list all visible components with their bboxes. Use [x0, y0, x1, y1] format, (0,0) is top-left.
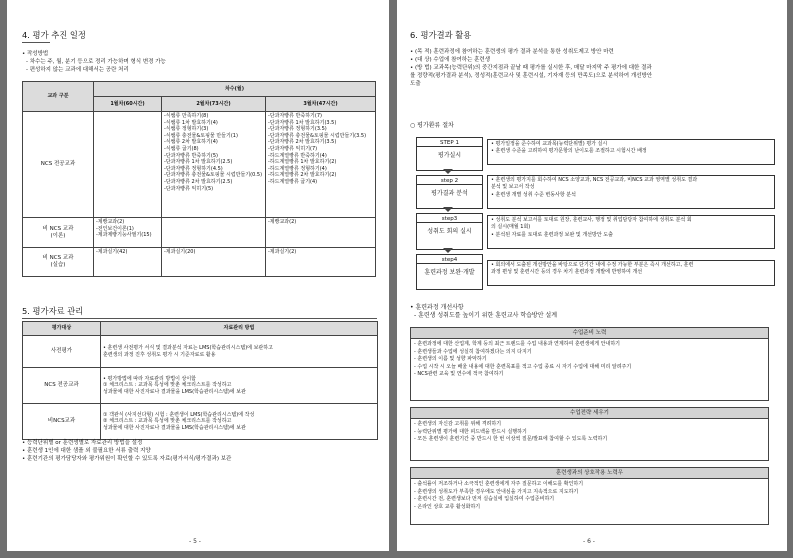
improvement-box [410, 407, 769, 461]
col-method-header: 자료관리 방법 [101, 322, 378, 336]
box-line: - 온라인 상호 교류 활성화하기 [414, 503, 481, 510]
section-5-title: 5. 평가자료 관리 [22, 306, 84, 316]
col-target-header: 평가대상 [23, 322, 101, 336]
desc-line: • 성취도 분석 보고서를 토대로 원장, 훈련교사, 행정 및 취업담당자 참여하에 성취도 분석 회 [491, 217, 692, 223]
cell-line: -식쌤류 정형하기(3) [164, 126, 209, 133]
box-header: 수업전략 세우기 [411, 408, 768, 419]
table-row [23, 368, 378, 404]
cell-line: -단과자빵류 익히기(7) [268, 145, 318, 152]
schedule-table [22, 81, 376, 277]
cell-line: -제과실기(2) [268, 249, 297, 255]
round-cell [94, 112, 162, 218]
cell-line: -식쌤류 1차 발효하기(4) [164, 119, 218, 126]
page-number: - 5 - [189, 538, 201, 545]
cell-line: -하드계열빵류 굽기(4) [268, 178, 318, 185]
arrow-down-icon [443, 207, 453, 212]
cell-line: • 훈련생 사전평가 서식 및 결과분석 자료는 LMS(학습관리시스템)에 보관하고 [103, 344, 273, 351]
purpose-line: • (목 적) 훈련과정에 참여하는 훈련생의 평가 결과 분석을 통한 성취도제고 방안 마련 [410, 49, 614, 55]
box-line: - 훈련생의 자신감 고취를 위해 격려하기 [414, 421, 502, 427]
step-2-desc [487, 175, 775, 209]
section-underline [22, 42, 50, 43]
box-line: - 출석률이 저조하거나 소극적인 훈련생에게 자주 질문하고 이해도를 확인하기 [414, 481, 584, 487]
arrow-down-icon [443, 169, 453, 174]
round-header: 1월차(60시간) [94, 97, 162, 112]
improve-title: • 훈련과정 개선사항 [410, 304, 464, 311]
section-underline [22, 318, 377, 319]
bottom-note: • 능력단위별 or 훈련생별로 자료관리 방법을 설정 [22, 440, 143, 446]
cell-line: -단과자빵류 반죽하기(5) [164, 152, 218, 159]
section-4-title: 4. 평가 추진 일정 [22, 30, 86, 40]
cell-line: -단과자빵류 1차 발효하기(2.5) [164, 159, 233, 166]
desc-line: 분석 및 보고서 작성 [491, 184, 535, 191]
cell-line: -하드계열빵류 2차 발효하기(2) [268, 172, 337, 179]
cell-line: -식쌤류 2차 발효하기(4) [164, 139, 218, 146]
step-1-box [416, 137, 483, 171]
cell-line: 훈련생의 과정 진후 성취도 평가 시 기준자료로 활용 [103, 351, 216, 358]
target-cell: NCS 전공교과 [23, 368, 101, 404]
cell-line: ② 체크리스트 : 교과목 특성에 맞춘 체크리스트를 작성하고 [103, 418, 232, 425]
step-name: 평가결과 분석 [417, 184, 482, 202]
cell-line: -제빵교과(2) [268, 219, 297, 225]
cell-line: -식쌤류 만족하기(8) [164, 113, 209, 119]
cell-line: -단과자빵류 2차 발효하기(3.5) [268, 139, 337, 146]
method-cell [101, 404, 378, 440]
col-subject-header: 교과 구분 [23, 82, 94, 112]
section-6-title: 6. 평가결과 활용 [410, 30, 472, 40]
cell-line: 성과물에 대한 사진자료나 결과물을 LMS(학습관리시스템)에 보관 [103, 388, 246, 395]
step-4-box [416, 254, 483, 290]
cell-line: -하드계열빵류 반죽하기(4) [268, 152, 327, 159]
cell-line: -제과실기(20) [164, 249, 196, 255]
purpose-line: 도출 [410, 81, 421, 87]
bottom-note: • 훈련생 1인에 대한 샘플 외 불필요한 서류 출력 지양 [22, 448, 151, 454]
box-line: - 훈련시간 전, 훈련생보다 먼저 실습실에 입실하여 수업준비하기 [414, 496, 555, 502]
cell-line: -단과자빵류 반죽하기(7) [268, 113, 322, 119]
table-row [23, 336, 378, 368]
step-name: 평가실시 [417, 146, 482, 164]
page-number: - 6 - [583, 538, 595, 545]
desc-line: • 훈련생 개별 성취 수준 변동사항 분석 [491, 191, 576, 198]
desc-line: 과정 편성 및 훈련시간 등의 경우 차기 훈련과정 개발에 반영하여 개선 [491, 269, 643, 276]
step-name: 훈련과정 보완·개발 [417, 263, 482, 283]
box-line: - NCS관련 교육 및 연수에 적극 참여하기 [414, 371, 504, 377]
desc-line: • 평가일정을 준수하여 교과목(능력단위별) 평가 실시 [491, 141, 608, 147]
box-body [411, 339, 768, 381]
box-header: 훈련생과의 상호작용 노력우 [411, 468, 768, 479]
method-line: - 차수는 주, 월, 분기 등으로 정리 가능하며 형식 변경 가능 [26, 59, 166, 65]
cell-line: -하드계열빵류 1차 발효하기(2) [268, 159, 337, 166]
cell-line: -제빵교과(2) [96, 219, 125, 225]
desc-line: • 분석된 자료를 토대로 훈련과정 보완 및 개선방안 도출 [491, 231, 613, 238]
cell-line: -단과자빵류 충전물&토핑물 시럽만들기(3.5) [268, 132, 367, 139]
step-label: step 2 [440, 178, 459, 184]
method-cell [101, 368, 378, 404]
method-cell [101, 336, 378, 368]
cell-line: -전인보건이론(1) [96, 225, 134, 232]
round-header: 2월차(73시간) [162, 97, 266, 112]
cell-line: -하드계열빵류 정형하기(4) [268, 165, 327, 172]
round-cell [266, 112, 376, 218]
document-page-5 [7, 0, 389, 551]
row-label: 비 NCS 교과 (이론) [23, 218, 94, 248]
table-row [23, 218, 376, 248]
box-header: 수업준비 노력 [411, 328, 768, 339]
improve-subtitle: - 훈련생 성취도를 높이기 위한 훈련교사 학습방안 설계 [414, 312, 558, 319]
step-4-desc [487, 260, 775, 286]
cell-line: -단과자빵류 정형하기(3.5) [268, 126, 327, 133]
cell-line: -단과자빵류 충전물&토핑물 시럽만들기(0.5) [164, 172, 263, 179]
cell-line: -식쌤류 충전물&토핑물 만들기(1) [164, 132, 238, 139]
improvement-box [410, 467, 769, 525]
step-label: STEP 1 [440, 140, 459, 146]
cell-line: ① 객관식 (사지선다형) 시험 : 훈련생이 LMS(학습관리시스템)에 작성 [103, 411, 255, 418]
cell-line: -단과자빵류 익히기(5) [164, 185, 214, 192]
round-cell [266, 248, 376, 277]
round-cell [266, 218, 376, 248]
step-3-desc [487, 215, 775, 249]
round-cell [162, 248, 266, 277]
table-row [23, 112, 376, 218]
cell-line: 성과물에 대한 사진자료나 결과물을 LMS(학습관리시스템)에 보관 [103, 424, 246, 431]
round-cell [94, 218, 162, 248]
cell-line: -제과실기(42) [96, 249, 128, 255]
round-header: 3월차(47시간) [266, 97, 376, 112]
document-page-6 [397, 0, 787, 551]
desc-line: 의 실시(매월 1회) [491, 224, 531, 231]
box-body [411, 419, 768, 446]
method-label: • 작성방법 [22, 51, 49, 57]
step-name: 성취도 회의 실시 [417, 222, 482, 243]
box-line: - 훈련생의 이름 및 성향 파악하기 [414, 356, 487, 362]
box-body [411, 479, 768, 513]
step-label: step4 [441, 257, 458, 263]
box-line: - 모든 훈련생이 훈련기간 중 반드시 한 번 이상씩 질문/발표에 참여할 수 있도록 노력하기 [414, 436, 608, 442]
manage-table [22, 321, 378, 440]
improvement-box [410, 327, 769, 401]
bottom-note: • 훈련기관의 평가담당자와 평가위원이 확인할 수 있도록 자료(평가서식/평가결과) 보관 [22, 456, 232, 462]
method-line: - 편성하지 않는 교과에 대해서는 공란 처리 [26, 67, 129, 73]
cell-line: -단과자빵류 정형하기(4.5) [164, 165, 223, 172]
cell-line: ① 체크리스트 : 교과목 특성에 맞춘 체크리스트를 작성하고 [103, 382, 232, 389]
step-label: step3 [441, 216, 458, 222]
target-cell: 사전평가 [23, 336, 101, 368]
step-3-box [416, 213, 483, 250]
desc-line: • 훈련생 수준을 고려하여 평가문항의 난이도를 조절하고 시험시간 배정 [491, 148, 647, 155]
box-line: - 능력단위별 평가에 대한 피드백을 반드시 실행하기 [414, 428, 527, 435]
round-cell [162, 112, 266, 218]
box-line: - 훈련과정에 대한 산업계, 학계 등의 최근 트렌드를 수업 내용과 연계하여 훈련생에게 안내하기 [414, 341, 621, 347]
arrow-down-icon [443, 248, 453, 253]
table-row [23, 404, 378, 440]
step-1-desc [487, 139, 775, 165]
cell-line: -식쌤류 굽기(8) [164, 145, 199, 152]
col-round-header: 차수(월) [94, 82, 376, 97]
target-cell: 비NCS교과 [23, 404, 101, 440]
table-row [23, 248, 376, 277]
row-label: NCS 전공교과 [23, 112, 94, 218]
round-cell [94, 248, 162, 277]
box-line: - 수업 시작 시 오늘 배울 내용에 대한 훈련목표를 적고 수업 종료 시 자기 수업에 대해 미리 알려주기 [414, 363, 632, 370]
purpose-line: • (대 상) 수업에 참여하는 훈련생 [410, 57, 491, 63]
desc-line: • 훈련생의 평가지를 회수하여 NCS 소양교과, NCS 전공교과, 비NCS 교과 영역별 성취도 결과 [491, 177, 698, 183]
row-label: 비 NCS 교과 (실습) [23, 248, 94, 277]
cell-line: -단과자빵류 2차 발효하기(2.5) [164, 178, 233, 185]
step-2-box [416, 175, 483, 209]
purpose-line: • (방 법) 교과목(능력단위)의 중간지점과 끝날 때 평가를 실시한 후, 매달 마지막 주 평가에 대한 결과 [410, 65, 652, 71]
round-cell [162, 218, 266, 248]
procedure-title: ○ 평가환류 절차 [410, 122, 454, 129]
cell-line: -제과제빵기능사필기(15) [96, 232, 152, 239]
box-line: - 훈련생들과 수업에 성실히 참여하겠다는 의지 다지기 [414, 348, 532, 355]
desc-line: • 회의에서 도출된 개선방안을 바탕으로 단기간 내에 수정 가능한 부분은 즉시 개선하고, 훈련 [491, 262, 694, 268]
cell-line: -단과자빵류 1차 발효하기(3.5) [268, 119, 337, 126]
cell-line: • 평가방법에 따라 자료관리 방법이 상이함 [103, 375, 197, 382]
box-line: - 훈련생의 성취도가 부족한 경우에도 안내심을 가지고 지속적으로 지도하기 [414, 488, 579, 495]
purpose-line: 를 정량적(평가결과 분석), 정성적(훈련교사 및 훈련시설, 기자재 등의 만족도)으로 분석하여 개선방안 [410, 73, 653, 79]
